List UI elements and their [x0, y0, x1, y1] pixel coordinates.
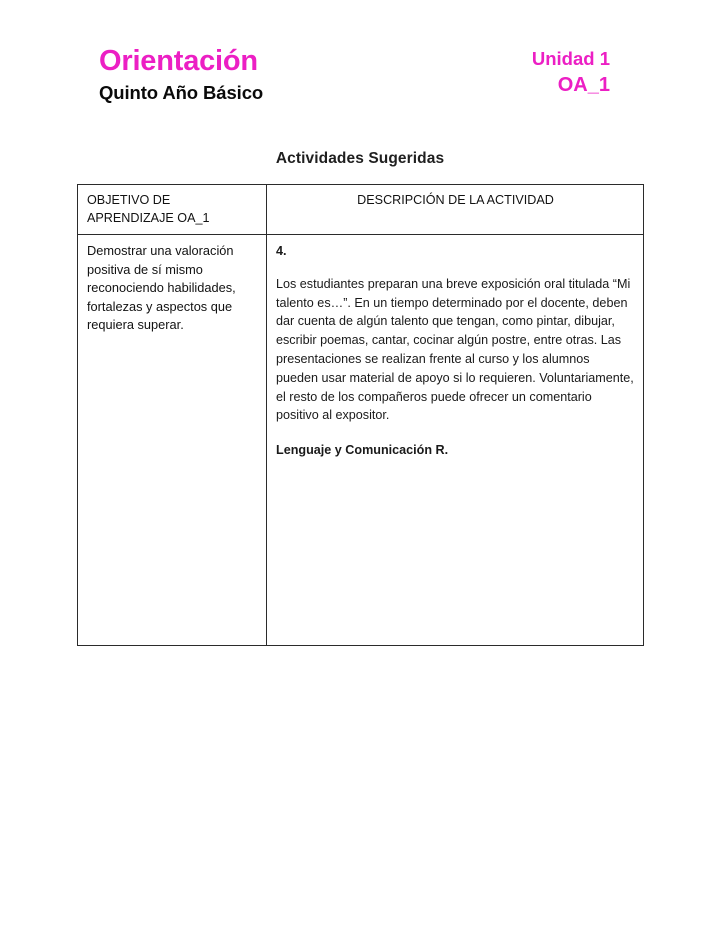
subject-title: Orientación: [99, 45, 258, 77]
activity-number: 4.: [276, 244, 287, 258]
section-title: Actividades Sugeridas: [275, 150, 445, 167]
column-header-description: DESCRIPCIÓN DE LA ACTIVIDAD: [267, 185, 644, 235]
column-header-objective: OBJETIVO DE APRENDIZAJE OA_1: [78, 185, 267, 235]
header-left-block: [99, 44, 263, 104]
activities-table: [77, 184, 644, 646]
grade-title: Quinto Año Básico: [99, 82, 264, 103]
oa-code-label: OA_1: [557, 74, 610, 96]
activity-footer: Lenguaje y Comunicación R.: [276, 443, 449, 458]
table-row: [78, 235, 644, 646]
document-header: [77, 44, 643, 114]
activity-text: Los estudiantes preparan una breve exposición oral titulada “Mi talento es…”. En un tiempo determinado por el docente, deben dar cuenta de algún talento que tengan, como pintar, dibujar, escribir poemas, cantar, cocinar algún postre, entre otras. Las presentaciones se realizan frente al curso y los alumnos pueden usar material de apoyo si lo requieren. Voluntariamente, el resto de los compañeros puede ofrecer un comentario positivo al expositor.: [276, 276, 634, 423]
unit-label: Unidad 1: [531, 48, 610, 69]
cell-objective-text: Demostrar una valoración positiva de sí mismo reconociendo habilidades, fortalezas y aspectos que requiera superar.: [78, 235, 267, 646]
cell-activity-description: [267, 235, 644, 646]
table-header-row: [78, 185, 644, 235]
header-right-block: [532, 47, 610, 98]
